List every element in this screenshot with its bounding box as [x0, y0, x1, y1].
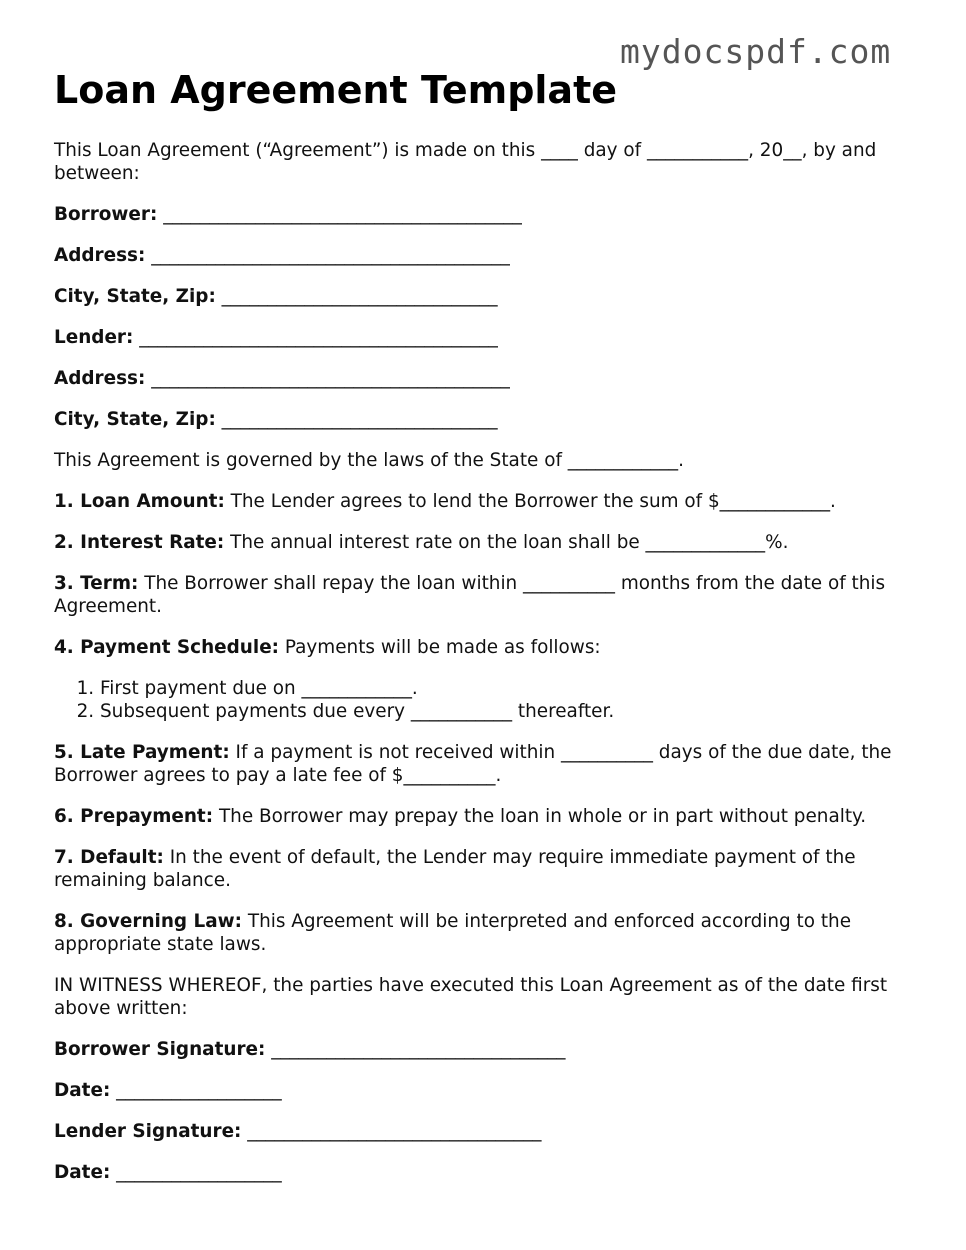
list-item: 2. Subsequent payments due every ___________ thereafter.	[100, 700, 924, 723]
fill-in-blank: ________________________________	[271, 1039, 566, 1060]
clause-text: The annual interest rate on the loan shall be _____________%.	[230, 532, 789, 553]
clause-label: 6. Prepayment:	[54, 806, 214, 827]
signature-lender-date	[54, 1161, 924, 1184]
clause-text: The Borrower may prepay the loan in whole or in part without penalty.	[218, 806, 867, 827]
fill-in-blank: _______________________________________	[151, 368, 510, 389]
field-label: Date:	[54, 1162, 111, 1183]
clause-prepayment	[54, 805, 924, 828]
field-label: Address:	[54, 368, 146, 389]
party-field-lender	[54, 326, 924, 349]
clause-governing-law	[54, 910, 924, 956]
field-label: Address:	[54, 245, 146, 266]
list-item: 1. First payment due on ____________.	[100, 677, 924, 700]
payment-schedule-list	[54, 677, 924, 723]
fill-in-blank: _______________________________________	[139, 327, 498, 348]
intro-paragraph: This Loan Agreement (“Agreement”) is made on this ____ day of ___________, 20__, by and between:	[54, 140, 877, 184]
clause-text: The Lender agrees to lend the Borrower the sum of $____________.	[230, 491, 836, 512]
clause-interest-rate	[54, 531, 924, 554]
signature-borrower	[54, 1038, 924, 1061]
field-label: Lender:	[54, 327, 134, 348]
clause-text: In the event of default, the Lender may require immediate payment of the remaining balance.	[54, 847, 856, 891]
document-body	[54, 139, 924, 1202]
fill-in-blank: ______________________________	[221, 286, 498, 307]
fill-in-blank: __________________	[116, 1080, 282, 1101]
field-label: Borrower Signature:	[54, 1039, 266, 1060]
field-label: City, State, Zip:	[54, 409, 216, 430]
clause-label: 3. Term:	[54, 573, 139, 594]
clause-label: 8. Governing Law:	[54, 911, 242, 932]
site-watermark: mydocspdf.com	[620, 32, 892, 71]
signature-lender	[54, 1120, 924, 1143]
fill-in-blank: _______________________________________	[163, 204, 522, 225]
clause-label: 4. Payment Schedule:	[54, 637, 280, 658]
document-title: Loan Agreement Template	[54, 68, 618, 112]
fill-in-blank: ________________________________	[247, 1121, 542, 1142]
clause-text: Payments will be made as follows:	[284, 637, 601, 658]
field-label: Date:	[54, 1080, 111, 1101]
fill-in-blank: _______________________________________	[151, 245, 510, 266]
fill-in-blank: ______________________________	[221, 409, 498, 430]
clause-payment-schedule	[54, 636, 924, 659]
clause-text: If a payment is not received within __________ days of the due date, the Borrower agrees to pay a late fee of $__________.	[54, 742, 892, 786]
field-label: Lender Signature:	[54, 1121, 242, 1142]
clause-label: 1. Loan Amount:	[54, 491, 225, 512]
clause-text: The Borrower shall repay the loan within __________ months from the date of this Agreement.	[54, 573, 886, 617]
clause-label: 2. Interest Rate:	[54, 532, 225, 553]
party-field-lender-city	[54, 408, 924, 431]
clause-term	[54, 572, 924, 618]
fill-in-blank: __________________	[116, 1162, 282, 1183]
party-field-borrower-address	[54, 244, 924, 267]
witness-paragraph: IN WITNESS WHEREOF, the parties have executed this Loan Agreement as of the date first above written:	[54, 975, 888, 1019]
clause-text: This Agreement will be interpreted and enforced according to the appropriate state laws.	[54, 911, 852, 955]
governing-state-paragraph: This Agreement is governed by the laws of the State of ____________.	[54, 450, 684, 471]
clause-label: 7. Default:	[54, 847, 164, 868]
party-field-borrower-city	[54, 285, 924, 308]
clause-label: 5. Late Payment:	[54, 742, 230, 763]
clause-late-payment	[54, 741, 924, 787]
signature-borrower-date	[54, 1079, 924, 1102]
field-label: City, State, Zip:	[54, 286, 216, 307]
clause-default	[54, 846, 924, 892]
clause-loan-amount	[54, 490, 924, 513]
party-field-borrower	[54, 203, 924, 226]
party-field-lender-address	[54, 367, 924, 390]
field-label: Borrower:	[54, 204, 158, 225]
